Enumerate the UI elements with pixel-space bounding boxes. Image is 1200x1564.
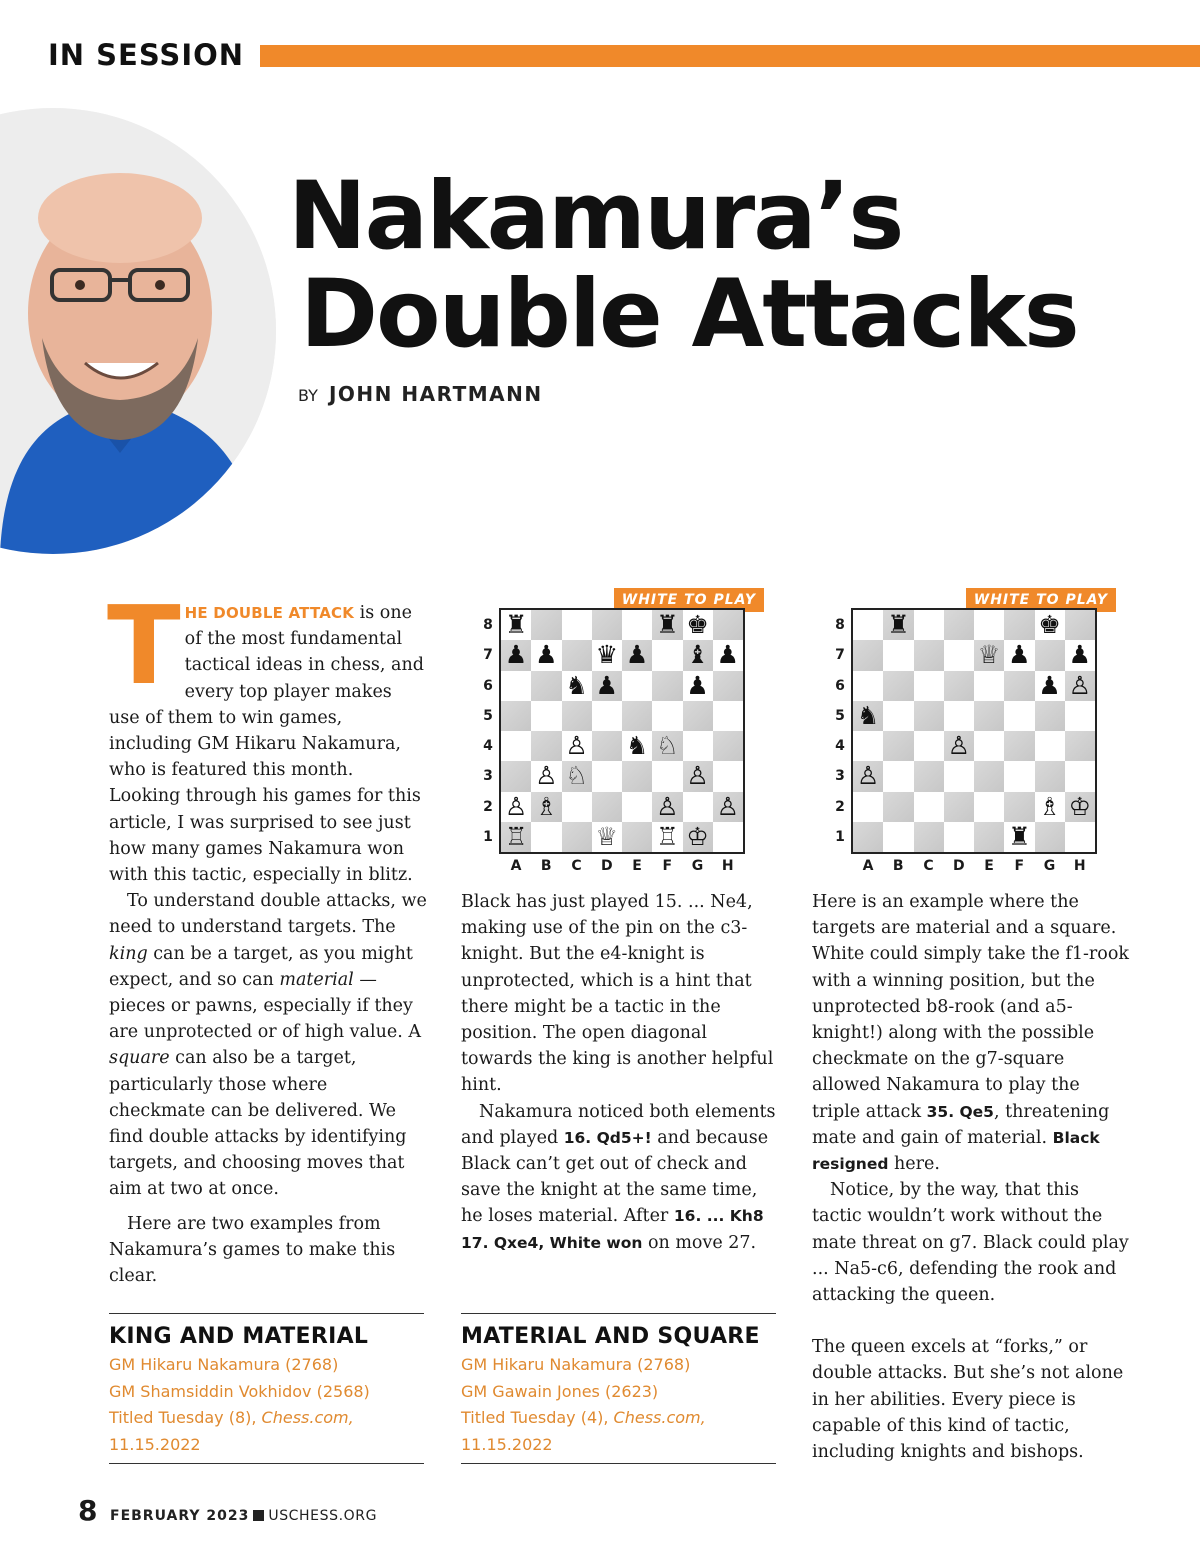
file-label: H — [1073, 858, 1086, 874]
chess-piece-a5: ♞ — [856, 700, 880, 730]
chess-piece-e4: ♞ — [625, 731, 649, 760]
rank-label: 1 — [483, 828, 493, 845]
board-square — [713, 701, 743, 731]
board-square — [622, 822, 652, 852]
chess-piece-f8: ♜ — [656, 610, 679, 639]
rank-label: 7 — [835, 647, 845, 664]
file-label: A — [510, 858, 522, 874]
board-square — [592, 731, 622, 761]
board-square — [562, 792, 592, 822]
chess-piece-g8: ♚ — [686, 610, 709, 639]
col2-p2: Nakamura noticed both elements and played 16. Qd5+! and because Black can’t get out of check and save the knight at the same time, he loses material. After 16. ... Kh8 17. Qxe4, White won on move 27. — [461, 1101, 776, 1253]
rank-label: 7 — [483, 647, 493, 664]
author-photo — [0, 108, 276, 554]
column-3 — [812, 889, 1130, 1465]
website: USCHESS.ORG — [268, 1508, 378, 1524]
chess-piece-e7: ♕ — [977, 640, 1001, 670]
chess-piece-h2: ♙ — [716, 791, 740, 821]
article-title — [288, 162, 1188, 369]
board-square — [683, 731, 713, 761]
board-square — [1004, 731, 1034, 761]
board-square — [853, 792, 883, 822]
board-square — [914, 731, 944, 761]
move-qe5: 35. Qe5 — [926, 1102, 994, 1121]
board-square — [944, 640, 974, 670]
byline-prefix: BY — [298, 386, 318, 405]
black-resigned: Black resigned — [812, 1128, 1100, 1174]
board-square — [683, 701, 713, 731]
chess-piece-f4: ♘ — [656, 731, 679, 760]
col1-p3: Here are two examples from Nakamura’s games to make this clear. — [109, 1213, 396, 1287]
col1-p2: To understand double attacks, we need to understand targets. The king can be a target, as you might expect, and so can material — pieces or pawns, especially if they are unprotected or of high value. A square can also be a target, particularly those where checkmate can be delivered. We find double attacks by identifying targets, and choosing moves that aim at two at once. — [109, 891, 427, 1200]
board-square — [652, 701, 682, 731]
game-box-title: MATERIAL AND SQUARE — [461, 1324, 760, 1349]
rank-label: 5 — [483, 707, 493, 724]
board-square — [1035, 731, 1065, 761]
board-square — [1065, 701, 1095, 731]
file-label: E — [632, 858, 642, 874]
board-square — [853, 640, 883, 670]
term-material: material — [279, 969, 354, 990]
chess-piece-a8: ♜ — [504, 610, 528, 639]
chess-piece-a2: ♙ — [504, 791, 528, 821]
file-label: B — [540, 858, 552, 874]
file-label: D — [952, 858, 965, 874]
board-square — [531, 671, 561, 701]
game-date: 11.15.2022 — [461, 1434, 553, 1454]
title-line-1: Nakamura’s — [288, 162, 903, 271]
chess-piece-e7: ♟ — [625, 640, 649, 670]
chess-piece-d6: ♟ — [595, 670, 619, 700]
chess-board — [851, 608, 1097, 854]
board-square — [853, 731, 883, 761]
board-square — [592, 610, 622, 640]
board-square — [622, 671, 652, 701]
board-square — [914, 701, 944, 731]
chess-board — [499, 608, 745, 854]
board-square — [883, 792, 913, 822]
file-label: F — [662, 858, 673, 874]
board-square — [1004, 701, 1034, 731]
chess-piece-g6: ♟ — [1038, 670, 1061, 700]
board-square — [562, 822, 592, 852]
board-square — [1004, 761, 1034, 791]
board-square — [1035, 640, 1065, 670]
chess-piece-a1: ♖ — [504, 821, 528, 851]
board-square — [1065, 822, 1095, 852]
footer-issue — [110, 1508, 377, 1524]
board-square — [974, 610, 1004, 640]
board-square — [622, 701, 652, 731]
rank-label: 1 — [835, 828, 845, 845]
byline — [298, 382, 543, 406]
file-label: H — [721, 858, 734, 874]
col3-p1: Here is an example where the targets are material and a square. White could simply take the f1-rook with a winning position, but the unprotected b8-rook (and a5-knight!) along with the possible checkmate on the g7-square allowed Nakamura to play the triple attack 35. Qe5, threatening mate and gain of material. Black resigned here. — [812, 892, 1129, 1175]
game-date: 11.15.2022 — [109, 1434, 201, 1454]
drop-cap: T — [107, 584, 181, 709]
board-square — [1004, 671, 1034, 701]
square-separator-icon — [253, 1510, 264, 1521]
chess-diagram-2 — [828, 588, 1108, 880]
chess-piece-c3: ♘ — [565, 761, 588, 791]
board-square — [1065, 731, 1095, 761]
board-square — [501, 671, 531, 701]
board-square — [1065, 610, 1095, 640]
chess-piece-a3: ♙ — [856, 761, 880, 791]
chess-piece-f2: ♙ — [656, 791, 679, 821]
board-square — [883, 731, 913, 761]
board-square — [713, 761, 743, 791]
term-square: square — [109, 1048, 170, 1069]
chess-piece-c6: ♞ — [565, 670, 588, 700]
board-square — [1004, 792, 1034, 822]
board-square — [562, 610, 592, 640]
rank-label: 8 — [483, 617, 493, 633]
section-bar — [260, 45, 1200, 67]
lead-in: HE DOUBLE ATTACK — [184, 604, 355, 622]
issue-date: FEBRUARY 2023 — [110, 1508, 250, 1524]
chess-piece-h2: ♔ — [1068, 791, 1092, 821]
board-square — [501, 731, 531, 761]
author-name: JOHN HARTMANN — [328, 382, 543, 406]
chess-piece-g8: ♚ — [1038, 610, 1061, 639]
chess-piece-d4: ♙ — [947, 731, 971, 760]
board-square — [592, 792, 622, 822]
section-label: IN SESSION — [48, 38, 245, 72]
board-square — [622, 761, 652, 791]
board-square — [501, 761, 531, 791]
rank-label: 2 — [835, 798, 845, 815]
file-label: G — [691, 858, 704, 874]
board-square — [592, 761, 622, 791]
board-square — [914, 792, 944, 822]
white-to-play-label: WHITE TO PLAY — [966, 588, 1116, 612]
chess-piece-c4: ♙ — [565, 731, 588, 760]
chess-piece-d1: ♕ — [595, 821, 619, 851]
col3-p2: Notice, by the way, that this tactic wouldn’t work without the mate threat on g7. Black could play ... Na5-c6, defending the rook and attacking the queen. — [812, 1180, 1129, 1306]
board-square — [652, 761, 682, 791]
file-label: E — [984, 858, 994, 874]
move-qd5: 16. Qd5+! — [563, 1128, 652, 1147]
board-square — [914, 671, 944, 701]
board-square — [944, 671, 974, 701]
board-square — [592, 701, 622, 731]
rank-label: 6 — [483, 677, 493, 694]
board-square — [974, 792, 1004, 822]
board-square — [914, 822, 944, 852]
rank-label: 4 — [835, 738, 845, 754]
chess-diagram-1 — [476, 588, 756, 880]
board-square — [531, 822, 561, 852]
board-square — [501, 701, 531, 731]
file-label: D — [600, 858, 613, 874]
board-square — [1035, 822, 1065, 852]
white-to-play-label: WHITE TO PLAY — [614, 588, 764, 612]
board-square — [1035, 701, 1065, 731]
file-label: F — [1014, 858, 1025, 874]
board-square — [1065, 761, 1095, 791]
column-2 — [461, 889, 779, 1256]
chess-piece-h7: ♟ — [716, 640, 740, 670]
chess-piece-g2: ♗ — [1038, 791, 1061, 821]
file-label: B — [892, 858, 904, 874]
board-square — [713, 731, 743, 761]
board-square — [622, 610, 652, 640]
game-event: Titled Tuesday (4), Chess.com, — [461, 1408, 706, 1427]
rank-label: 4 — [483, 738, 493, 754]
board-square — [944, 701, 974, 731]
board-square — [944, 822, 974, 852]
board-square — [853, 671, 883, 701]
file-label: C — [923, 858, 934, 874]
chess-piece-f1: ♖ — [656, 821, 679, 851]
chess-piece-h7: ♟ — [1068, 640, 1092, 670]
board-square — [713, 671, 743, 701]
board-square — [883, 701, 913, 731]
game-info-box-1 — [109, 1313, 424, 1464]
board-square — [914, 761, 944, 791]
chess-piece-g6: ♟ — [686, 670, 709, 700]
board-square — [853, 822, 883, 852]
board-square — [853, 610, 883, 640]
chess-piece-f7: ♟ — [1008, 640, 1031, 670]
game-black-player: GM Shamsiddin Vokhidov (2568) — [109, 1381, 370, 1401]
author-portrait-illustration — [0, 108, 276, 554]
chess-piece-b3: ♙ — [535, 761, 558, 791]
file-label: G — [1043, 858, 1056, 874]
board-square — [562, 640, 592, 670]
board-square — [974, 671, 1004, 701]
board-square — [683, 792, 713, 822]
board-square — [974, 761, 1004, 791]
chess-piece-g1: ♔ — [686, 821, 709, 851]
col3-p3: The queen excels at “forks,” or double attacks. But she’s not alone in her abilities. Every piece is capable of this kind of tactic, including knights and bishops. — [812, 1337, 1124, 1463]
chess-piece-b8: ♜ — [887, 610, 910, 639]
board-square — [883, 671, 913, 701]
game-info-box-2 — [461, 1313, 776, 1464]
board-square — [652, 640, 682, 670]
board-square — [944, 610, 974, 640]
board-square — [1035, 761, 1065, 791]
board-square — [562, 701, 592, 731]
board-square — [622, 792, 652, 822]
board-square — [914, 610, 944, 640]
board-square — [914, 640, 944, 670]
rank-label: 6 — [835, 677, 845, 694]
board-square — [531, 701, 561, 731]
move-sequence: 16. ... Kh8 17. Qxe4, White won — [461, 1207, 764, 1252]
rank-label: 3 — [835, 768, 845, 785]
col2-p1: Black has just played 15. ... Ne4, making use of the pin on the c3-knight. But the e4-knight is unprotected, which is a hint that there might be a tactic in the position. The open diagonal towards the king is another helpful hint. — [461, 892, 774, 1096]
chess-piece-b7: ♟ — [535, 640, 558, 670]
chess-piece-d7: ♛ — [595, 640, 619, 670]
board-square — [652, 671, 682, 701]
file-label: A — [862, 858, 874, 874]
board-square — [1004, 610, 1034, 640]
chess-piece-h6: ♙ — [1068, 670, 1092, 700]
game-box-title: KING AND MATERIAL — [109, 1324, 369, 1349]
chess-piece-f1: ♜ — [1008, 821, 1031, 851]
title-line-2: Double Attacks — [300, 260, 1078, 369]
board-square — [974, 822, 1004, 852]
board-square — [974, 701, 1004, 731]
board-square — [531, 610, 561, 640]
chess-piece-g3: ♙ — [686, 761, 709, 791]
rank-label: 5 — [835, 707, 845, 724]
board-square — [883, 761, 913, 791]
chess-piece-a7: ♟ — [504, 640, 528, 670]
rank-label: 8 — [835, 617, 845, 633]
chess-piece-b2: ♗ — [535, 791, 558, 821]
game-event: Titled Tuesday (8), Chess.com, — [109, 1408, 354, 1427]
term-king: king — [109, 943, 148, 964]
board-square — [974, 731, 1004, 761]
game-white-player: GM Hikaru Nakamura (2768) — [461, 1355, 691, 1374]
board-square — [944, 792, 974, 822]
rank-label: 3 — [483, 768, 493, 785]
rank-label: 2 — [483, 798, 493, 815]
col1-p1: is one of the most fundamental tactical ideas in chess, and every top player makes use of them to win games, including GM Hikaru Nakamura, who is featured this month. Looking through his games for this article, I was surprised to see just how many games Nakamura won with this tactic, especially in blitz. — [109, 603, 424, 886]
board-square — [713, 610, 743, 640]
column-1 — [107, 584, 427, 1289]
board-square — [531, 731, 561, 761]
game-white-player: GM Hikaru Nakamura (2768) — [109, 1355, 339, 1374]
board-square — [944, 761, 974, 791]
board-square — [883, 640, 913, 670]
game-black-player: GM Gawain Jones (2623) — [461, 1381, 659, 1401]
file-label: C — [571, 858, 582, 874]
page-number: 8 — [78, 1494, 98, 1527]
chess-piece-g7: ♝ — [686, 640, 709, 670]
board-square — [713, 822, 743, 852]
board-square — [883, 822, 913, 852]
